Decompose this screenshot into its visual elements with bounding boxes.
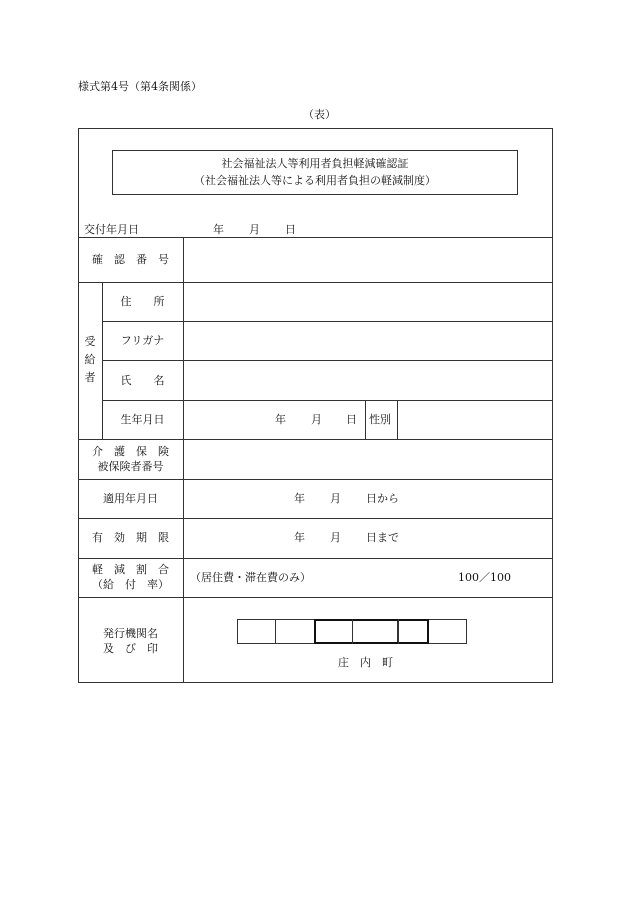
row-divider [78, 439, 553, 440]
insurance-label-line1: 介 護 保 険 [92, 445, 169, 458]
recipient-group-label: 受給者 [84, 335, 96, 384]
issuer-code-box [428, 619, 467, 644]
row-divider [78, 237, 553, 238]
gender-label: 性別 [369, 413, 391, 426]
applicable-from: 日から [366, 492, 399, 505]
row-divider [78, 597, 553, 598]
validity-label: 有 効 期 限 [92, 531, 169, 544]
reduction-label-line1: 軽 減 割 合 [92, 563, 169, 576]
birth-day: 日 [346, 413, 357, 426]
form-number: 様式第4号（第4条関係） [78, 80, 202, 93]
name-label: 氏 名 [120, 374, 165, 387]
reduction-rate: 100／100 [458, 571, 511, 584]
birth-year: 年 [275, 413, 286, 426]
label-column-divider [183, 237, 184, 683]
issuer-name: 庄 内 町 [338, 656, 393, 669]
issuer-code-highlight [314, 619, 429, 644]
form-frame [78, 128, 553, 683]
issuer-label-line1: 発行機関名 [103, 627, 158, 640]
row-divider [102, 360, 553, 361]
row-divider [102, 321, 553, 322]
validity-year: 年 [294, 531, 305, 544]
row-divider [78, 518, 553, 519]
issue-date-day: 日 [285, 223, 296, 236]
issuer-code-box-divider [352, 619, 353, 644]
form-side-label: （表） [303, 108, 336, 121]
insurance-label-line2: 被保険者番号 [97, 460, 164, 473]
applicable-date-label: 適用年月日 [103, 492, 158, 505]
row-divider [78, 282, 553, 283]
confirmation-number-label: 確 認 番 号 [92, 253, 169, 266]
issuer-code-box [275, 619, 315, 644]
reduction-note: （居住費・滞在費のみ） [190, 571, 311, 584]
validity-month: 月 [330, 531, 341, 544]
title-line1: 社会福祉法人等利用者負担軽減確認証 [221, 157, 409, 170]
address-label: 住 所 [120, 295, 165, 308]
issuer-code-box [237, 619, 276, 644]
birth-month: 月 [311, 413, 322, 426]
gender-divider-right [397, 400, 398, 439]
furigana-label: フリガナ [120, 334, 165, 347]
title-line2: （社会福祉法人等による利用者負担の軽減制度） [194, 174, 436, 187]
gender-divider-left [365, 400, 366, 439]
applicable-month: 月 [330, 492, 341, 505]
issuer-label-line2: 及 び 印 [103, 642, 158, 655]
validity-until: 日まで [366, 531, 399, 544]
issue-date-label: 交付年月日 [84, 223, 139, 236]
row-divider [102, 400, 553, 401]
applicable-year: 年 [294, 492, 305, 505]
row-divider [78, 479, 553, 480]
birthdate-label: 生年月日 [120, 413, 165, 426]
issue-date-year: 年 [213, 223, 224, 236]
issuer-code-box-divider [398, 619, 399, 644]
reduction-label-line2: （給 付 率） [92, 578, 169, 591]
issue-date-month: 月 [249, 223, 260, 236]
row-divider [78, 558, 553, 559]
